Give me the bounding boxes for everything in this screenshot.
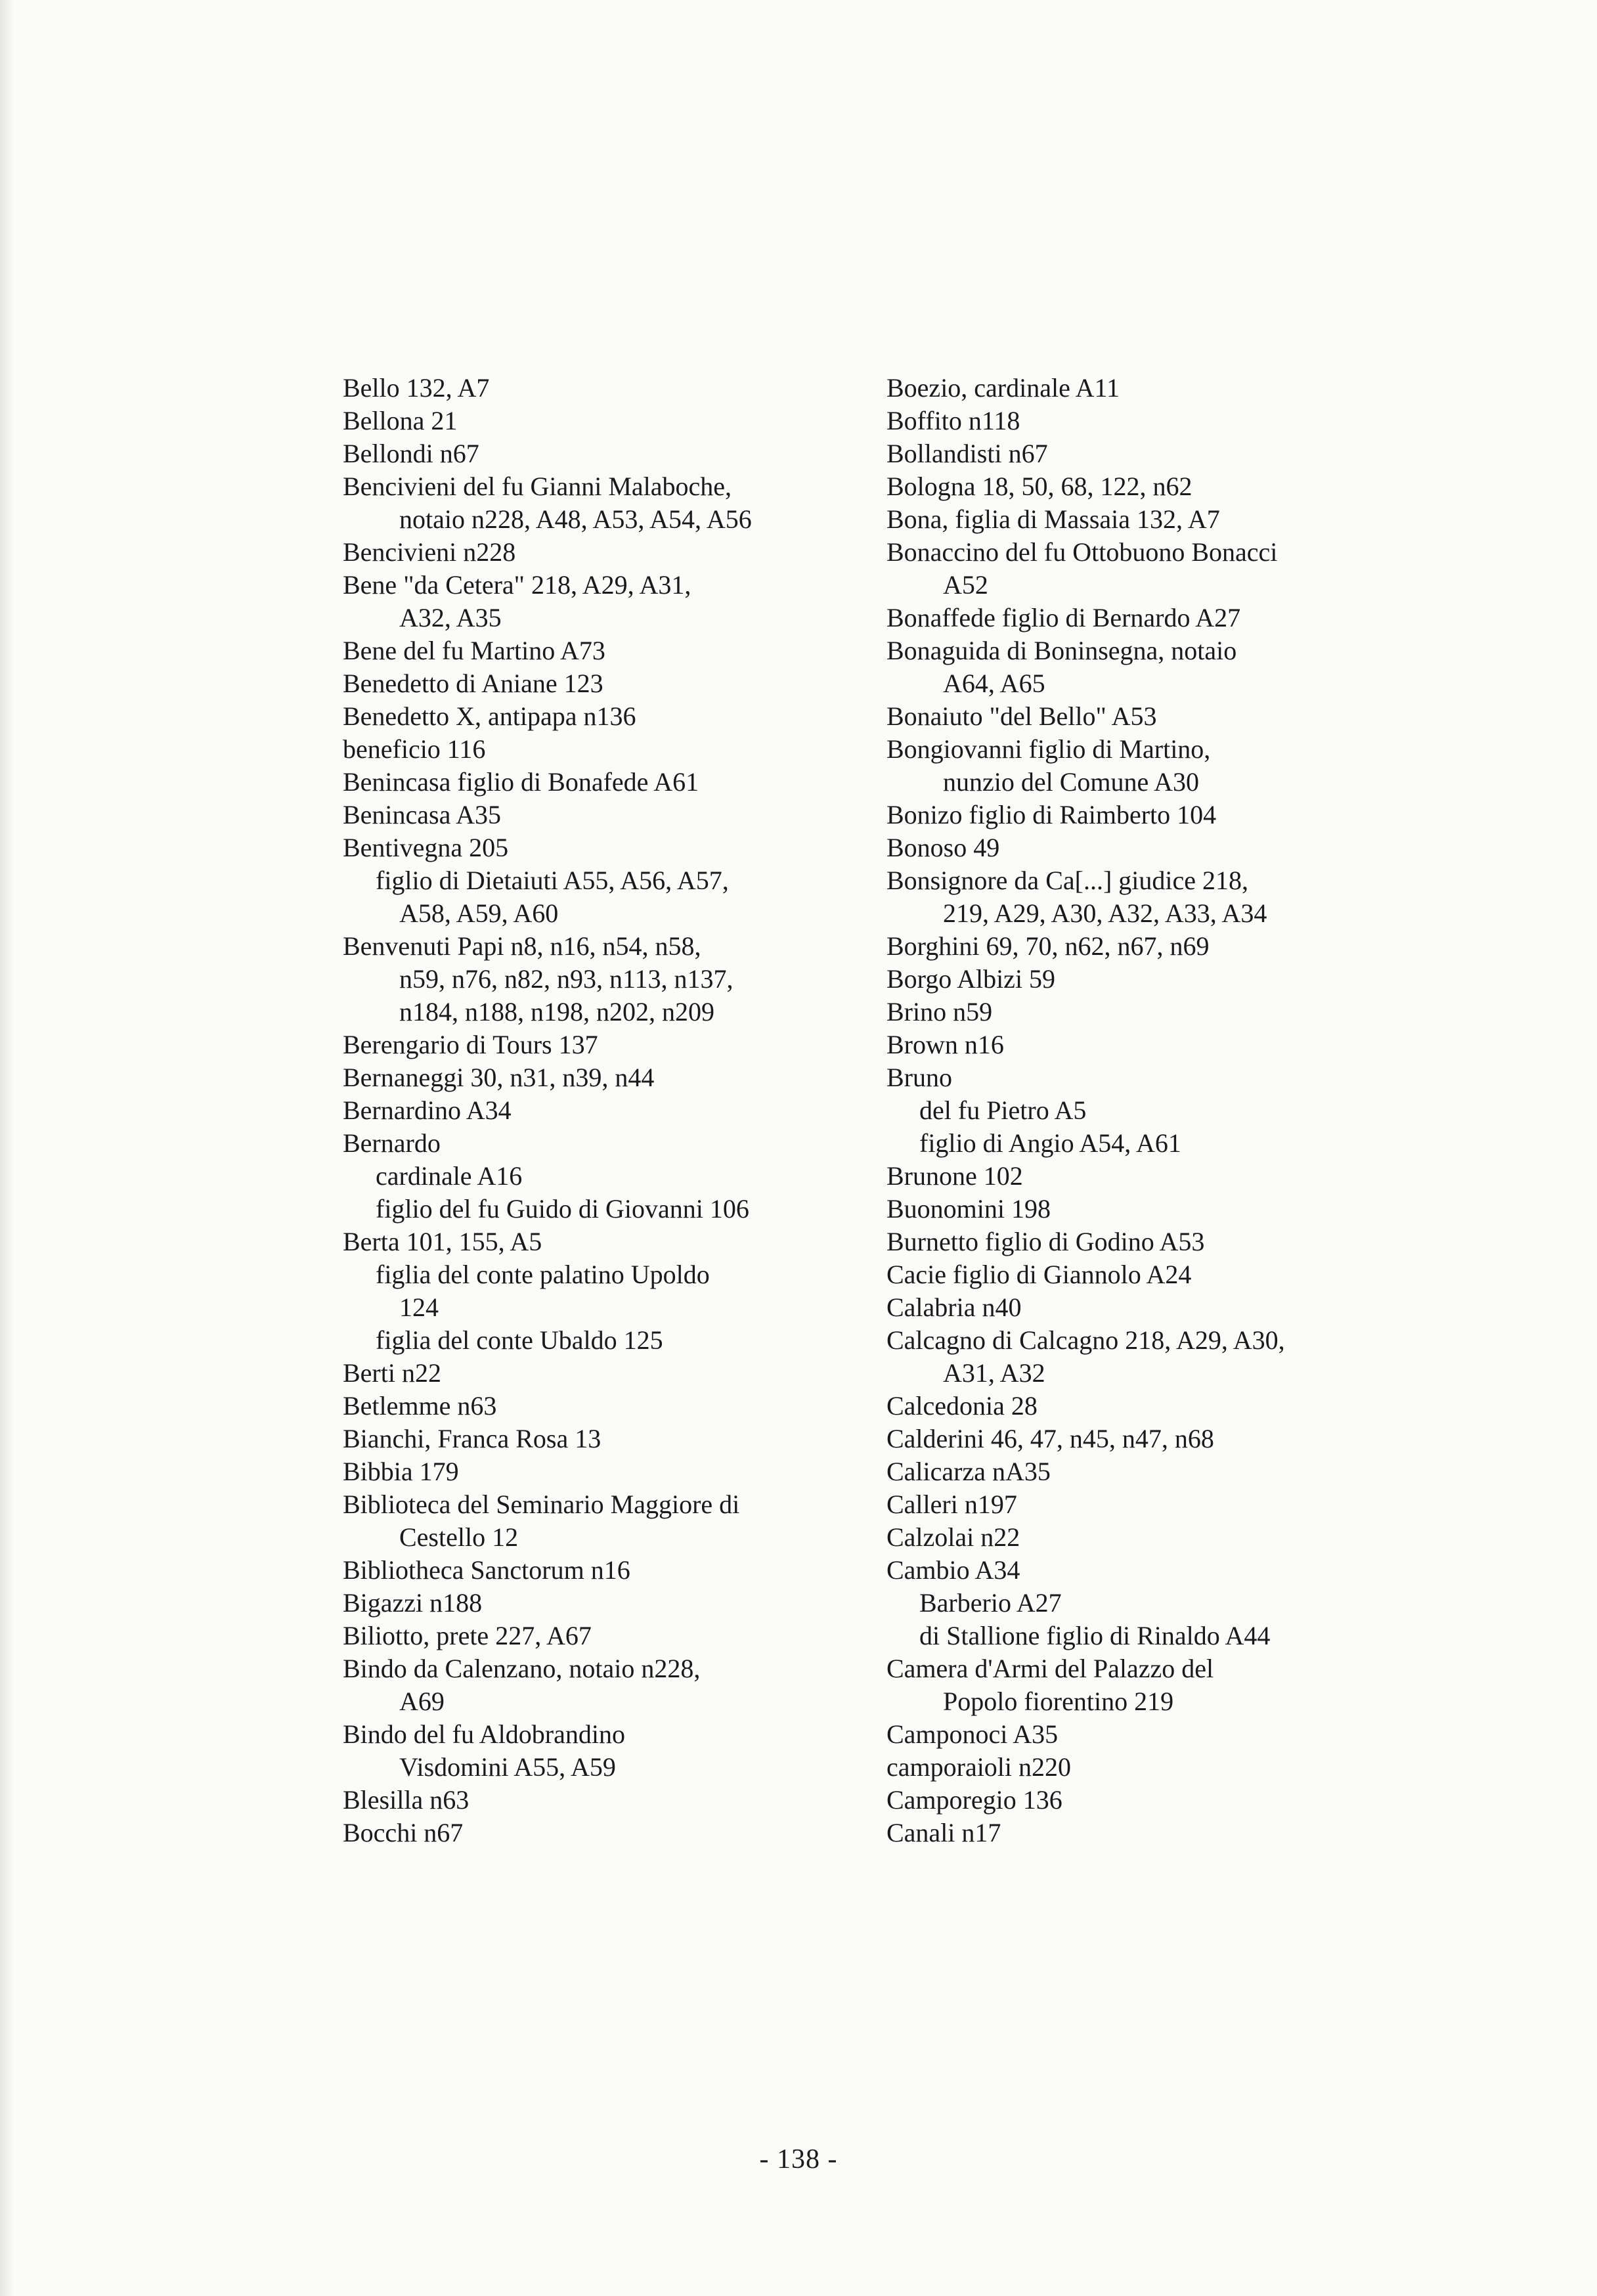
index-entry: 124 — [399, 1292, 439, 1322]
index-entry: Bonaccino del fu Ottobuono Bonacci — [886, 537, 1278, 567]
index-entry: Bonaiuto "del Bello" A53 — [886, 701, 1157, 731]
index-entry: Biliotto, prete 227, A67 — [343, 1621, 592, 1650]
index-entry: figlio del fu Guido di Giovanni 106 — [376, 1194, 749, 1224]
index-entry: Calleri n197 — [886, 1490, 1017, 1519]
index-entry: Camponoci A35 — [886, 1719, 1059, 1749]
index-entry: Bongiovanni figlio di Martino, — [886, 734, 1211, 764]
index-entry: Bruno — [886, 1063, 952, 1092]
index-entry: A69 — [399, 1687, 445, 1716]
index-column-right — [886, 372, 1346, 1849]
index-entry: Bernardo — [343, 1128, 441, 1158]
index-entry: Bello 132, A7 — [343, 373, 490, 403]
index-entry: figlia del conte palatino Upoldo — [376, 1260, 710, 1289]
index-entry: Bibliotheca Sanctorum n16 — [343, 1555, 630, 1585]
index-entry: A32, A35 — [399, 603, 502, 632]
index-entry: di Stallione figlio di Rinaldo A44 — [919, 1621, 1271, 1650]
index-entry: Visdomini A55, A59 — [399, 1752, 616, 1782]
index-entry: Bellona 21 — [343, 406, 458, 435]
index-entry: del fu Pietro A5 — [919, 1095, 1087, 1125]
index-entry: Buonomini 198 — [886, 1194, 1051, 1224]
index-entry: A31, A32 — [943, 1358, 1045, 1388]
index-entry: n59, n76, n82, n93, n113, n137, — [399, 964, 733, 994]
index-entry: Brunone 102 — [886, 1161, 1023, 1191]
index-entry: Cacie figlio di Giannolo A24 — [886, 1260, 1192, 1289]
index-entry: n184, n188, n198, n202, n209 — [399, 997, 714, 1027]
index-entry: Calzolai n22 — [886, 1522, 1020, 1552]
index-entry: Benedetto X, antipapa n136 — [343, 701, 636, 731]
index-entry: Bellondi n67 — [343, 439, 479, 468]
index-entry: Berta 101, 155, A5 — [343, 1227, 542, 1256]
index-entry: Berengario di Tours 137 — [343, 1030, 598, 1059]
index-entry: Benincasa A35 — [343, 800, 502, 829]
index-entry: Bene del fu Martino A73 — [343, 636, 605, 665]
index-entry: Calabria n40 — [886, 1292, 1022, 1322]
index-entry: figlio di Dietaiuti A55, A56, A57, — [376, 866, 729, 895]
index-entry: nunzio del Comune A30 — [943, 767, 1199, 797]
index-entry: Bonaffede figlio di Bernardo A27 — [886, 603, 1241, 632]
index-entry: Biblioteca del Seminario Maggiore di — [343, 1490, 740, 1519]
index-entry: Bindo da Calenzano, notaio n228, — [343, 1654, 701, 1683]
index-entry: Bona, figlia di Massaia 132, A7 — [886, 504, 1220, 534]
index-entry: Benvenuti Papi n8, n16, n54, n58, — [343, 931, 701, 961]
index-entry: Bonoso 49 — [886, 833, 1000, 862]
index-entry: Borghini 69, 70, n62, n67, n69 — [886, 931, 1210, 961]
index-entry: Brino n59 — [886, 997, 993, 1027]
index-entry: 219, A29, A30, A32, A33, A34 — [943, 898, 1267, 928]
index-entry: Camporegio 136 — [886, 1785, 1062, 1815]
index-entry: camporaioli n220 — [886, 1752, 1072, 1782]
index-entry: Blesilla n63 — [343, 1785, 470, 1815]
index-entry: Benedetto di Aniane 123 — [343, 669, 603, 698]
index-entry: Bonizo figlio di Raimberto 104 — [886, 800, 1217, 829]
index-entry: Bene "da Cetera" 218, A29, A31, — [343, 570, 691, 600]
index-entry: Berti n22 — [343, 1358, 441, 1388]
index-entry: Bonsignore da Ca[...] giudice 218, — [886, 866, 1248, 895]
index-entry: Calderini 46, 47, n45, n47, n68 — [886, 1424, 1214, 1453]
index-entry: Cestello 12 — [399, 1522, 519, 1552]
index-entry: Cambio A34 — [886, 1555, 1020, 1585]
index-entry: Bocchi n67 — [343, 1818, 464, 1847]
index-entry: A58, A59, A60 — [399, 898, 559, 928]
index-entry: Barberio A27 — [919, 1588, 1062, 1618]
index-entry: Betlemme n63 — [343, 1391, 497, 1421]
index-entry: figlia del conte Ubaldo 125 — [376, 1325, 663, 1355]
index-entry: Boffito n118 — [886, 406, 1020, 435]
index-entry: Benincasa figlio di Bonafede A61 — [343, 767, 699, 797]
index-entry: cardinale A16 — [376, 1161, 523, 1191]
index-entry: Canali n17 — [886, 1818, 1001, 1847]
index-entry: A64, A65 — [943, 669, 1045, 698]
index-entry: Camera d'Armi del Palazzo del — [886, 1654, 1214, 1683]
page-number: - 138 - — [759, 2144, 838, 2175]
index-column-left — [343, 372, 796, 1849]
index-entry: Bernardino A34 — [343, 1095, 512, 1125]
index-entry: Bibbia 179 — [343, 1457, 459, 1486]
index-entry: notaio n228, A48, A53, A54, A56 — [399, 504, 752, 534]
index-entry: Calcagno di Calcagno 218, A29, A30, — [886, 1325, 1285, 1355]
index-entry: Calcedonia 28 — [886, 1391, 1038, 1421]
index-entry: beneficio 116 — [343, 734, 486, 764]
index-entry: Boezio, cardinale A11 — [886, 373, 1120, 403]
index-entry: Bianchi, Franca Rosa 13 — [343, 1424, 602, 1453]
index-entry: Bentivegna 205 — [343, 833, 509, 862]
index-entry: Bonaguida di Boninsegna, notaio — [886, 636, 1237, 665]
index-entry: Bernaneggi 30, n31, n39, n44 — [343, 1063, 655, 1092]
index-entry: Bindo del fu Aldobrandino — [343, 1719, 625, 1749]
index-entry: Bencivieni n228 — [343, 537, 516, 567]
index-entry: figlio di Angio A54, A61 — [919, 1128, 1181, 1158]
index-entry: Bencivieni del fu Gianni Malaboche, — [343, 472, 732, 501]
scan-edge-shadow — [0, 0, 14, 2296]
index-entry: Borgo Albizi 59 — [886, 964, 1056, 994]
index-entry: Popolo fiorentino 219 — [943, 1687, 1174, 1716]
index-entry: Bigazzi n188 — [343, 1588, 483, 1618]
index-entry: Calicarza nA35 — [886, 1457, 1051, 1486]
index-entry: Brown n16 — [886, 1030, 1004, 1059]
index-entry: A52 — [943, 570, 988, 600]
index-entry: Bollandisti n67 — [886, 439, 1048, 468]
index-entry: Burnetto figlio di Godino A53 — [886, 1227, 1205, 1256]
index-entry: Bologna 18, 50, 68, 122, n62 — [886, 472, 1192, 501]
